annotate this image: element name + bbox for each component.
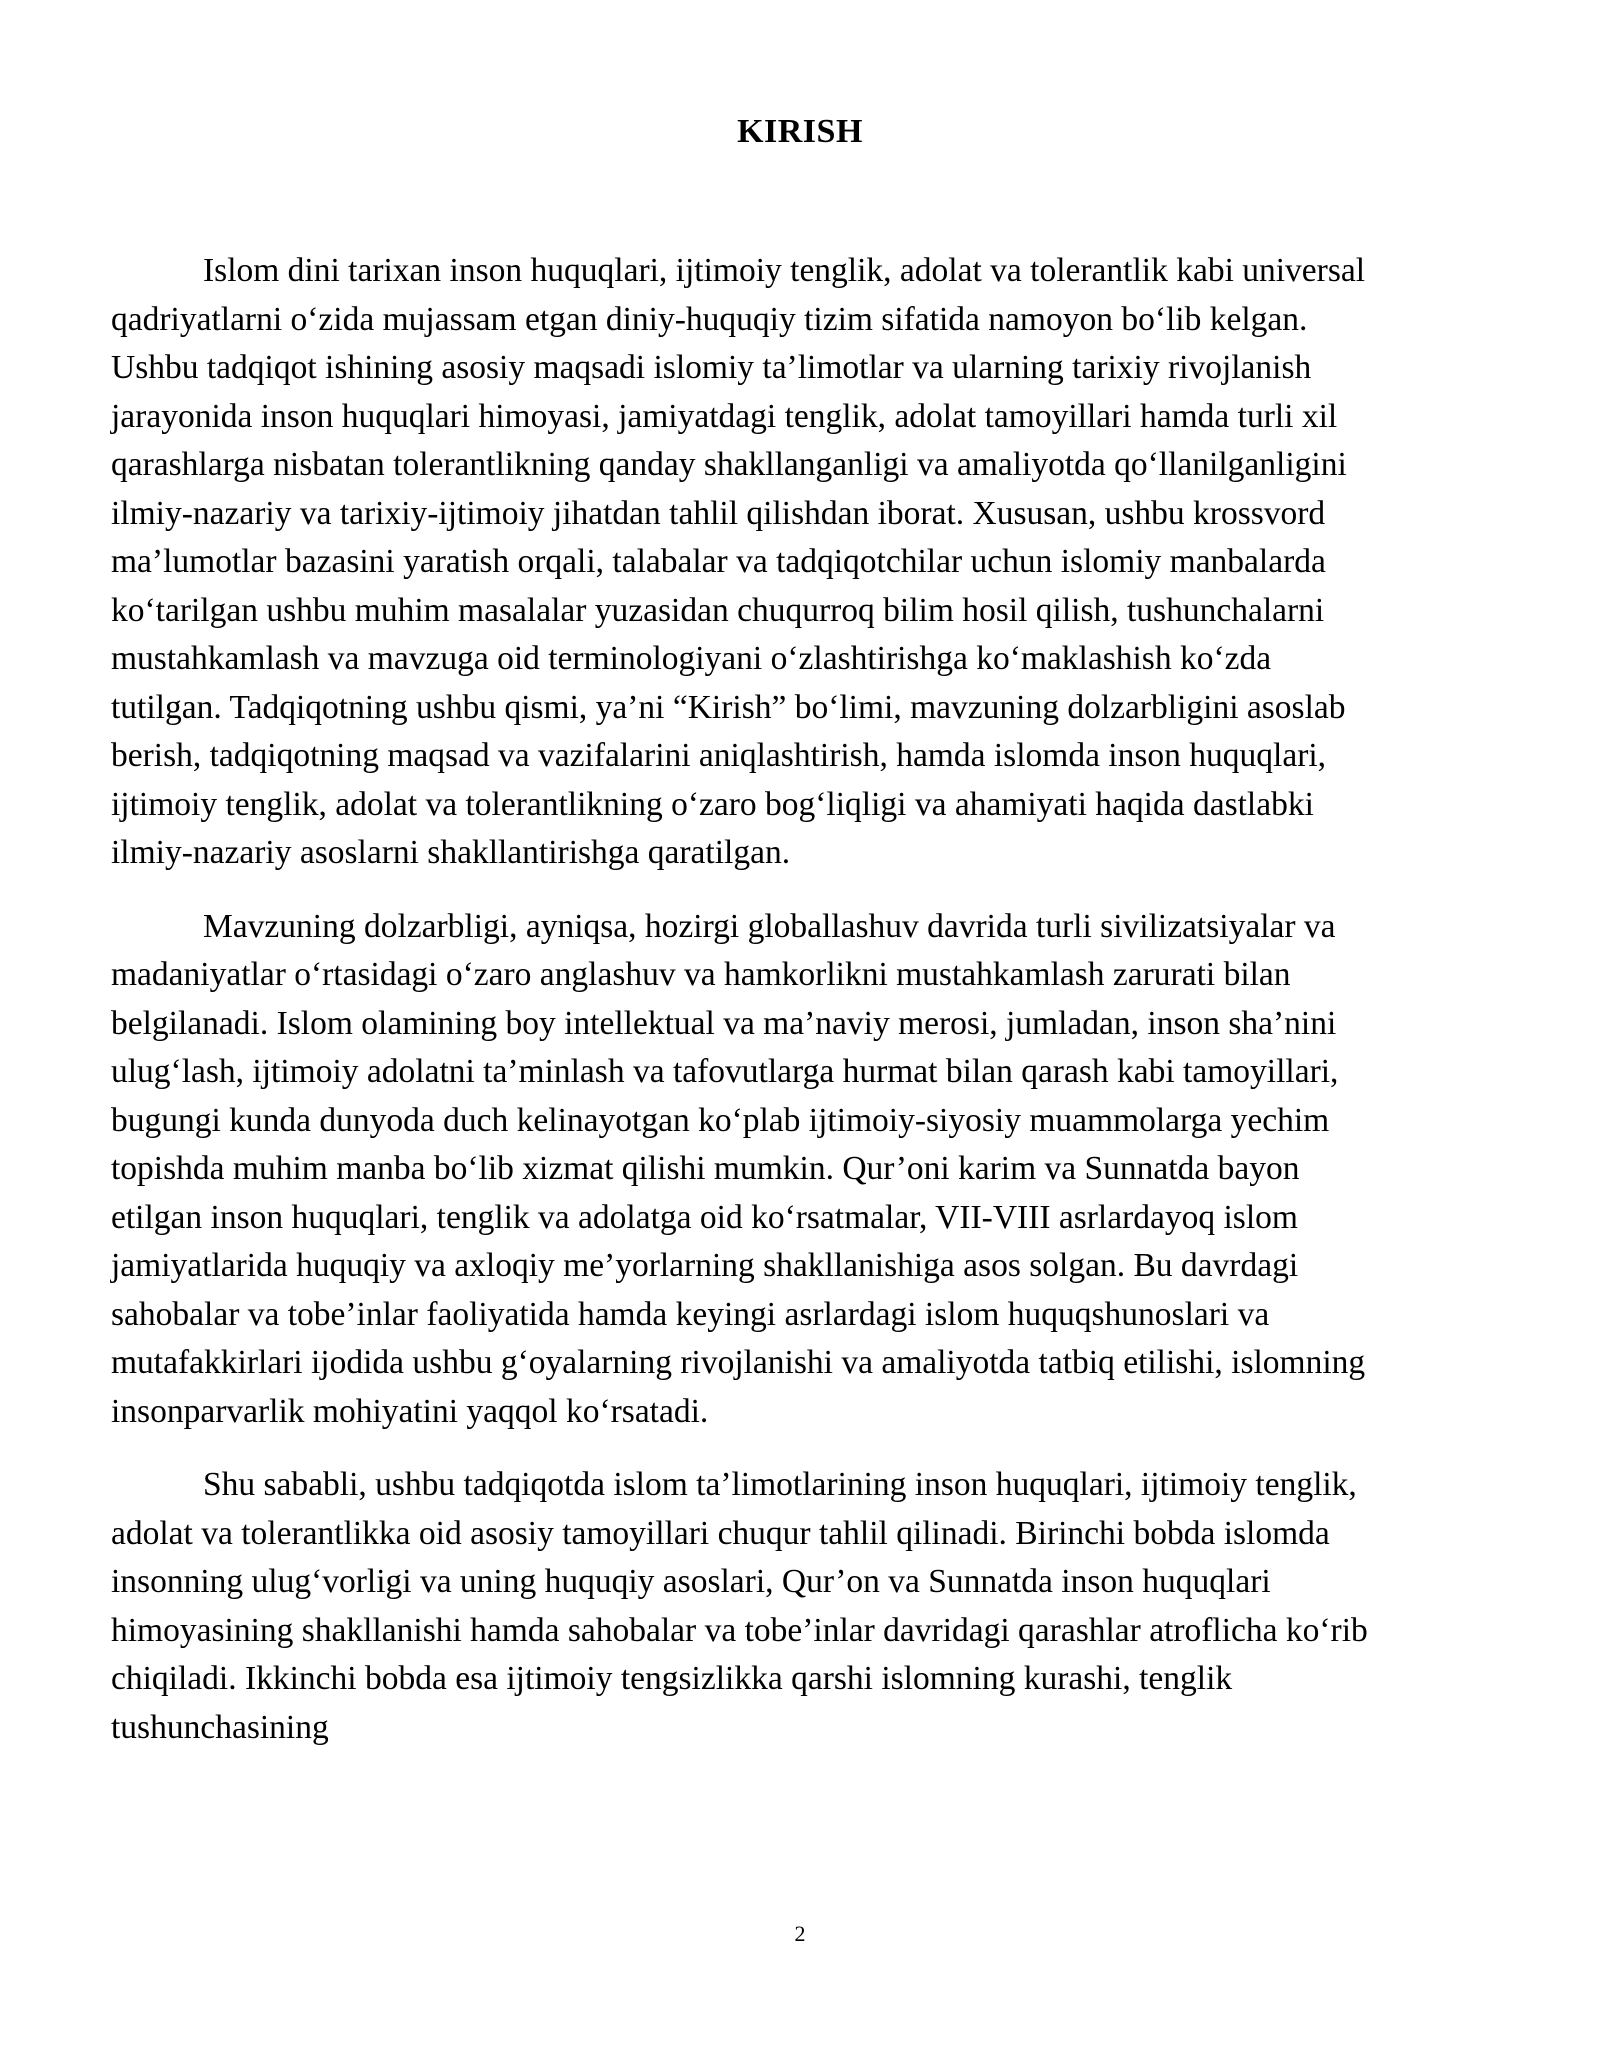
paragraph-line: bugungi kunda dunyoda duch kelinayotgan ko‘plab ijtimoiy-siyosiy muammolarga yechim: [111, 1101, 1330, 1139]
paragraph-line: mutafakkirlari ijodida ushbu g‘oyalarning rivojlanishi va amaliyotda tatbiq etilishi, islomning: [111, 1344, 1366, 1381]
paragraph-relevance: [111, 903, 1489, 1437]
paragraph-line: adolat va tolerantlikka oid asosiy tamoyillari chuqur tahlil qilinadi. Birinchi bobda islomda: [111, 1514, 1330, 1552]
paragraph-line: qadriyatlarni o‘zida mujassam etgan diniy-huquqiy tizim sifatida namoyon bo‘lib kelgan.: [111, 300, 1308, 338]
paragraph-line: mustahkamlash va mavzuga oid terminologiyani o‘zlashtirishga ko‘maklashish ko‘zda: [111, 640, 1272, 677]
paragraph-line: Ushbu tadqiqot ishining asosiy maqsadi islomiy ta’limotlar va ularning tarixiy rivojlanish: [111, 349, 1312, 386]
paragraph-line: etilgan inson huquqlari, tenglik va adolatga oid ko‘rsatmalar, VII-VIII asrlardayoq islom: [111, 1198, 1298, 1236]
paragraph-line: tutilgan. Tadqiqotning ushbu qismi, ya’ni “Kirish” bo‘limi, mavzuning dolzarbligini asoslab: [111, 688, 1346, 726]
paragraph-line: sahobalar va tobe’inlar faoliyatida hamda keyingi asrlardagi islom huquqshunoslari va: [111, 1295, 1270, 1333]
paragraph-line: topishda muhim manba bo‘lib xizmat qilishi mumkin. Qur’oni karim va Sunnatda bayon: [111, 1150, 1300, 1187]
paragraph-line: Shu sababli, ushbu tadqiqotda islom ta’limotlarining inson huquqlari, ijtimoiy tenglik,: [203, 1466, 1357, 1503]
paragraph-line: insonning ulug‘vorligi va uning huquqiy asoslari, Qur’on va Sunnatda inson huquqlari: [111, 1563, 1271, 1600]
paragraph-line: belgilanadi. Islom olamining boy intellektual va ma’naviy merosi, jumladan, inson sha’nini: [111, 1004, 1337, 1042]
paragraph-line: tushunchasining: [111, 1708, 329, 1746]
paragraph-line: himoyasining shakllanishi hamda sahobalar va tobe’inlar davridagi qarashlar atroflicha ko‘rib: [111, 1611, 1368, 1649]
paragraph-line: ilmiy-nazariy asoslarni shakllantirishga qaratilgan.: [111, 834, 791, 871]
paragraph-line: ma’lumotlar bazasini yaratish orqali, talabalar va tadqiqotchilar uchun islomiy manbalarda: [111, 543, 1326, 580]
paragraph-line: jamiyatlarida huquqiy va axloqiy me’yorlarning shakllanishiga asos solgan. Bu davrdagi: [111, 1247, 1299, 1284]
page-number: 2: [794, 1921, 806, 1946]
paragraph-line: madaniyatlar o‘rtasidagi o‘zaro anglashuv va hamkorlikni mustahkamlash zarurati bilan: [111, 956, 1291, 993]
paragraph-line: berish, tadqiqotning maqsad va vazifalarini aniqlashtirish, hamda islomda inson huquqlari,: [111, 737, 1327, 774]
paragraph-line: chiqiladi. Ikkinchi bobda esa ijtimoiy tengsizlikka qarshi islomning kurashi, tenglik: [111, 1660, 1233, 1697]
page-title: KIRISH: [737, 113, 863, 150]
paragraph-line: qarashlarga nisbatan tolerantlikning qanday shakllanganligi va amaliyotda qo‘llanilganligini: [111, 446, 1347, 483]
paragraph-line: ulug‘lash, ijtimoiy adolatni ta’minlash va tafovutlarga hurmat bilan qarash kabi tamoyillari,: [111, 1053, 1339, 1090]
paragraph-line: insonparvarlik mohiyatini yaqqol ko‘rsatadi.: [111, 1392, 709, 1430]
paragraph-line: Islom dini tarixan inson huquqlari, ijtimoiy tenglik, adolat va tolerantlik kabi universal: [203, 252, 1366, 289]
paragraph-structure: [111, 1461, 1489, 1752]
paragraph-line: ijtimoiy tenglik, adolat va tolerantlikning o‘zaro bog‘liqligi va ahamiyati haqida dastlabki: [111, 785, 1314, 823]
paragraph-line: Mavzuning dolzarbligi, ayniqsa, hozirgi globallashuv davrida turli sivilizatsiyalar va: [203, 907, 1336, 945]
paragraph-introduction: [111, 247, 1489, 878]
body-text: [111, 247, 1489, 1777]
paragraph-line: ilmiy-nazariy va tarixiy-ijtimoiy jihatdan tahlil qilishdan iborat. Xususan, ushbu krossvord: [111, 494, 1326, 532]
paragraph-line: jarayonida inson huquqlari himoyasi, jamiyatdagi tenglik, adolat tamoyillari hamda turli xil: [111, 397, 1338, 435]
paragraph-line: ko‘tarilgan ushbu muhim masalalar yuzasidan chuqurroq bilim hosil qilish, tushunchalarni: [111, 591, 1325, 629]
